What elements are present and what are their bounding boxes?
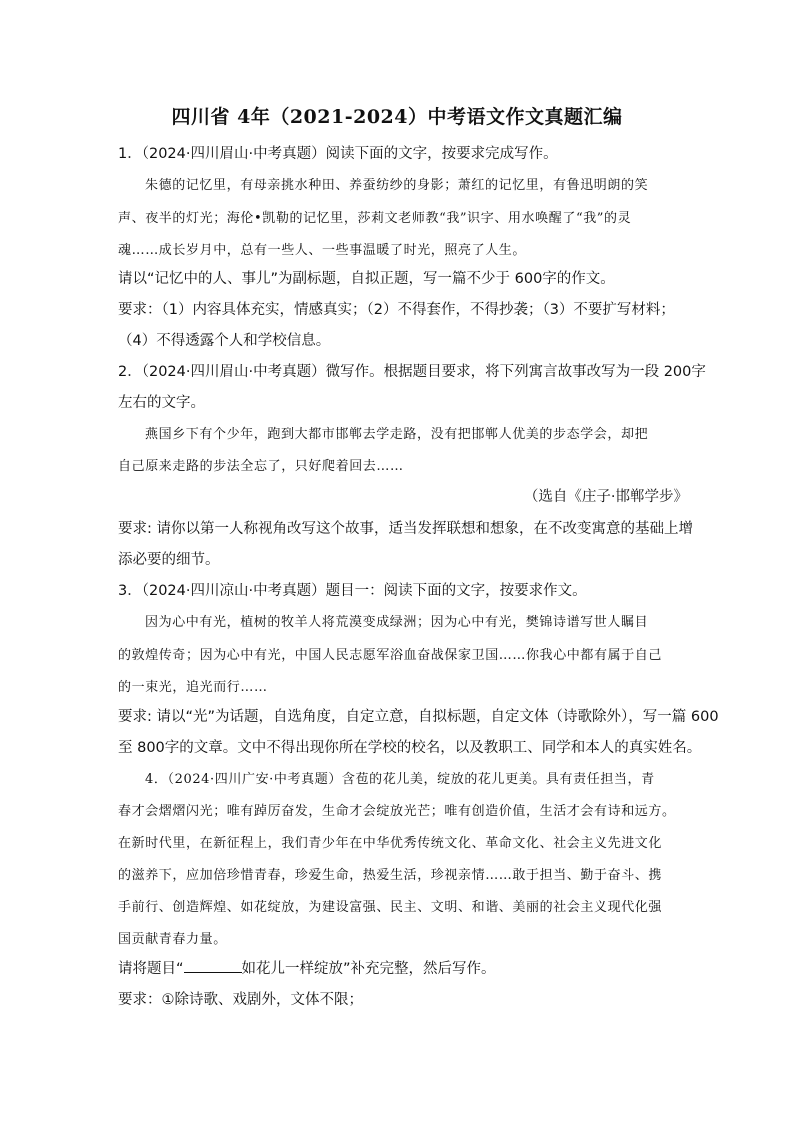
q4-quote-line-4: 的滋养下，应加倍珍惜青春，珍爱生命，热爱生活，珍视亲情……敢于担当、勤于奋斗、携: [118, 868, 663, 883]
q3-stem: 3．（2024·四川凉山·中考真题）题目一：阅读下面的文字，按要求作文。: [118, 583, 587, 599]
q2-stem-line-1: 2．（2024·四川眉山·中考真题）微写作。根据题目要求，将下列寓言故事改写为一段 200字: [118, 364, 706, 380]
q4-quote-line-1: 4．（2024·四川广安·中考真题）含苞的花儿美，绽放的花儿更美。具有责任担当，青: [145, 772, 655, 787]
q1-quote-line-3: 魂……成长岁月中，总有一些人、一些事温暖了时光，照亮了人生。: [118, 243, 527, 258]
q3-quote-line-3: 的一束光，追光而行……: [118, 680, 268, 695]
q2-quote-line-2: 自己原来走路的步法全忘了，只好爬着回去……: [118, 459, 404, 474]
page-title: 四川省 4年（2021-2024）中考语文作文真题汇编: [171, 106, 623, 128]
q1-task: 请以“记忆中的人、事儿”为副标题，自拟正题，写一篇不少于 600字的作文。: [118, 271, 615, 287]
q4-task-suffix: 如花儿一样绽放”补充完整，然后写作。: [241, 961, 496, 977]
q1-requirement-line-1: 要求：（1）内容具体充实，情感真实；（2）不得套作，不得抄袭；（3）不要扩写材料；: [118, 302, 675, 318]
q1-quote-line-2: 声、夜半的灯光；海伦•凯勒的记忆里，莎莉文老师教“我”识字、用水唤醒了“我”的灵: [118, 211, 632, 226]
q4-requirement: 要求：①除诗歌、戏剧外，文体不限；: [118, 992, 363, 1008]
q4-task: [118, 958, 688, 980]
q4-task-prefix: 请将题目“: [118, 961, 184, 977]
q4-quote-line-5: 手前行、创造辉煌、如花绽放，为建设富强、民主、文明、和谐、美丽的社会主义现代化强: [118, 900, 663, 915]
q3-quote-line-1: 因为心中有光，植树的牧羊人将荒漠变成绿洲；因为心中有光，樊锦诗谱写世人瞩目: [145, 615, 649, 630]
q4-quote-line-2: 春才会熠熠闪光；唯有踔厉奋发，生命才会绽放光芒；唯有创造价值，生活才会有诗和远方。: [118, 804, 676, 819]
q1-requirement-line-2: （4）不得透露个人和学校信息。: [118, 333, 331, 349]
q3-requirement-line-1: 要求: 请以“光”为话题，自选角度，自定立意，自拟标题，自定文体（诗歌除外），写一篇 600: [118, 709, 719, 725]
q3-requirement-line-2: 至 800字的文章。文中不得出现你所在学校的校名，以及教职工、同学和本人的真实姓名。: [118, 740, 702, 756]
q3-quote-line-2: 的敦煌传奇；因为心中有光，中国人民志愿军浴血奋战保家卫国……你我心中都有属于自己: [118, 648, 663, 663]
q1-quote-line-1: 朱德的记忆里，有母亲挑水种田、养蚕纺纱的身影；萧红的记忆里，有鲁迅明朗的笑: [145, 178, 649, 193]
q1-stem: 1．（2024·四川眉山·中考真题）阅读下面的文字，按要求完成写作。: [118, 146, 558, 162]
q2-source: （选自《庄子·邯郸学步》: [523, 489, 688, 505]
q2-stem-line-2: 左右的文字。: [118, 395, 205, 411]
q2-requirement-line-1: 要求: 请你以第一人称视角改写这个故事，适当发挥联想和想象，在不改变寓意的基础上增: [118, 521, 693, 537]
q4-quote-line-3: 在新时代里，在新征程上，我们青少年在中华优秀传统文化、革命文化、社会主义先进文化: [118, 836, 663, 851]
q2-requirement-line-2: 添必要的细节。: [118, 552, 220, 568]
q4-quote-line-6: 国贡献青春力量。: [118, 932, 227, 947]
fill-in-blank: [184, 958, 242, 973]
q2-quote-line-1: 燕国乡下有个少年，跑到大都市邯郸去学走路，没有把邯郸人优美的步态学会，却把: [145, 427, 649, 442]
